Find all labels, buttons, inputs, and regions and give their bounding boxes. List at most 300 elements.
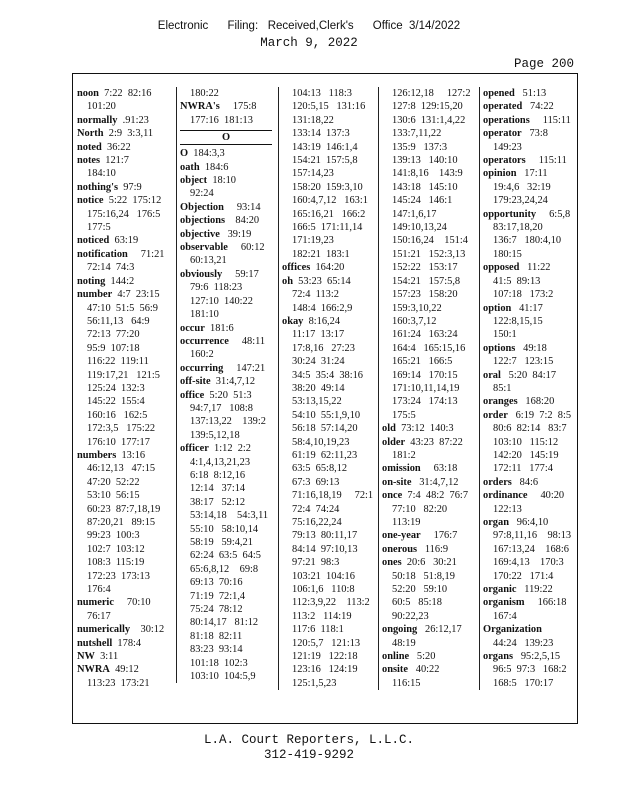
index-continuation: 38:17 52:12: [190, 496, 246, 508]
index-headword: nothing's: [77, 181, 119, 193]
index-entry: [180, 375, 272, 388]
index-entry: [483, 516, 578, 529]
index-continuation: 171:10,11,14,19: [392, 382, 460, 394]
index-entry: [483, 409, 578, 422]
index-continuation: 92:24: [190, 188, 214, 200]
index-continuation: 180:22: [190, 88, 219, 99]
index-continuation: 71:19 72:1,4: [190, 590, 246, 602]
index-references: 11:22: [519, 262, 551, 274]
index-continuation: 106:1,6 110:8: [292, 584, 355, 596]
index-continuation: 62:24 63:5 64:5: [190, 550, 262, 562]
index-references: 147:21: [223, 362, 266, 374]
index-entry: [180, 214, 272, 227]
index-continuation: 135:9 137:3: [392, 141, 448, 153]
index-continuation: 133:14 137:3: [292, 128, 350, 140]
index-headword: on-site: [382, 476, 412, 488]
index-headword: number: [77, 289, 113, 301]
index-continuation: 177:16 181:13: [190, 114, 253, 126]
index-references: 59:17: [222, 268, 259, 280]
index-column-1: [77, 87, 169, 690]
index-references: 31:4,7,12: [411, 476, 459, 488]
index-headword: numeric: [77, 597, 114, 609]
index-continuation: 154:21 157:5,8: [392, 275, 461, 287]
index-references: 39:19: [219, 228, 252, 240]
index-headword: operated: [483, 101, 523, 113]
index-continuation: 150:16,24 151:4: [392, 235, 468, 247]
index-continuation: 165:21 166:5: [392, 356, 453, 368]
index-continuation: 148:4 166:2,9: [292, 302, 353, 314]
index-continuation: 44:24 139:23: [493, 637, 554, 649]
index-continuation: 121:19 122:18: [292, 651, 358, 663]
index-headword: notification: [77, 248, 128, 260]
index-references: 1:12 2:2: [208, 443, 251, 455]
index-references: 41:17: [511, 302, 543, 314]
index-references: 95:2,5,15: [513, 651, 561, 663]
index-continuation: 182:21 183:1: [292, 248, 350, 260]
index-references: 184:3,3: [188, 148, 225, 160]
index-headword: older: [382, 436, 406, 448]
index-entry: [382, 650, 477, 663]
index-continuation: 173:24 174:13: [392, 396, 458, 408]
index-headword: ordinance: [483, 490, 528, 502]
index-continuation: 69:13 70:16: [190, 577, 243, 589]
index-continuation: 160:4,7,12 163:1: [292, 195, 368, 207]
index-headword: nutshell: [77, 637, 113, 649]
index-continuation: 71:16,18,19 72:1: [292, 490, 374, 502]
index-references: 168:20: [517, 396, 555, 408]
index-continuation: 116:15: [392, 677, 421, 689]
index-continuation: 177:5: [87, 222, 111, 234]
header-date: March 9, 2022: [260, 36, 358, 50]
index-entry: [180, 174, 272, 187]
index-references: .91:23: [117, 114, 149, 126]
index-continuation: 80:14,17 81:12: [190, 617, 259, 629]
index-continuation: 160:2: [190, 349, 214, 361]
index-references: 17:11: [516, 168, 548, 180]
index-entry: [382, 623, 477, 636]
index-headword: orders: [483, 476, 512, 488]
index-continuation: 83:17,18,20: [493, 222, 543, 234]
index-continuation: 58:4,10,19,23: [292, 436, 350, 448]
index-continuation: 157:23 158:20: [392, 289, 458, 301]
index-continuation: 56:11,13 64:9: [87, 315, 150, 327]
index-references: 73:12 140:3: [395, 423, 454, 435]
index-column-3: [278, 87, 376, 690]
index-continuation: 119:17,21 121:5: [87, 369, 160, 381]
index-references: 184:6: [199, 161, 229, 173]
index-entry: [483, 261, 578, 274]
index-continuation: 127:8 129:15,20: [392, 101, 463, 113]
index-continuation: 77:10 82:20: [392, 503, 448, 515]
index-continuation: 75:16,22,24: [292, 517, 342, 528]
index-references: 97:9: [118, 181, 142, 193]
index-frame: [72, 73, 578, 724]
index-continuation: 168:5 170:17: [493, 677, 554, 689]
index-continuation: 145:24 146:1: [392, 195, 453, 207]
index-headword: ongoing: [382, 624, 418, 636]
index-continuation: 94:7,17 108:8: [190, 402, 253, 414]
index-continuation: 47:10 51:5 56:9: [87, 302, 159, 314]
index-entry: [282, 275, 376, 288]
index-references: 84:6: [511, 476, 539, 488]
index-entry: [180, 335, 272, 348]
index-continuation: 154:21 157:5,8: [292, 155, 358, 167]
index-continuation: 96:5 97:3 168:2: [493, 664, 567, 676]
index-references: 6:5,8: [536, 208, 571, 220]
index-continuation: 4:1,4,13,21,23: [190, 456, 251, 468]
index-references: 49:12: [109, 664, 139, 676]
index-references: 7:4 48:2 76:7: [402, 490, 469, 502]
index-references: 84:20: [225, 215, 260, 227]
index-continuation: 108:3 115:19: [87, 557, 145, 569]
index-continuation: 52:20 59:10: [392, 584, 448, 596]
index-entry: [483, 583, 578, 596]
index-entry: [180, 201, 272, 214]
index-headword: objections: [180, 215, 226, 227]
index-continuation: 103:10 104:5,9: [190, 671, 256, 683]
index-continuation: 149:10,13,24: [392, 222, 447, 234]
index-continuation: 184:10: [87, 168, 116, 180]
index-headword: operators: [483, 155, 526, 167]
index-continuation: 113:19: [392, 517, 421, 528]
index-headword: oranges: [483, 396, 518, 408]
index-headword: Objection: [180, 201, 224, 213]
index-references: 6:19 7:2 8:5: [507, 409, 572, 421]
index-continuation: 139:13 140:10: [392, 155, 458, 167]
index-continuation: 139:5,12,18: [190, 429, 240, 441]
index-continuation: 112:3,9,22 113:2: [292, 597, 370, 609]
index-continuation: 19:4,6 32:19: [493, 181, 551, 193]
index-continuation: 58:19 59:4,21: [190, 537, 253, 548]
index-continuation: 85:1: [493, 382, 512, 394]
index-references: 2:9 3:3,11: [103, 128, 154, 140]
index-entry: [483, 650, 578, 663]
index-headword: ones: [382, 557, 402, 569]
index-continuation: 151:21 152:3,13: [392, 248, 466, 260]
index-continuation: 122:7 123:15: [493, 356, 554, 368]
index-continuation: 167:13,24 168:6: [493, 543, 569, 555]
index-entry: [282, 261, 376, 274]
index-headword: old: [382, 423, 396, 435]
index-entry: [483, 623, 578, 636]
index-entry: [483, 302, 578, 315]
index-headword: opened: [483, 88, 515, 99]
index-continuation: 123:16 124:19: [292, 664, 358, 676]
index-headword: operations: [483, 114, 530, 126]
index-references: 26:12,17: [417, 624, 462, 636]
index-continuation: 97:8,11,16 98:13: [493, 530, 572, 542]
index-references: 20:6 30:21: [401, 557, 457, 569]
index-continuation: 104:13 118:3: [292, 88, 352, 99]
index-entry: [77, 637, 169, 650]
index-entry: [483, 127, 578, 140]
index-references: 176:7: [420, 530, 458, 542]
index-headword: opportunity: [483, 208, 537, 220]
index-continuation: 47:20 52:22: [87, 476, 140, 488]
index-headword: one-year: [382, 530, 421, 542]
index-continuation: 80:6 82:14 83:7: [493, 423, 567, 435]
index-references: 8:16,24: [303, 315, 341, 327]
index-entry: [483, 342, 578, 355]
index-references: 63:18: [420, 463, 458, 475]
index-entry: [77, 623, 169, 636]
index-references: 40:22: [407, 664, 440, 676]
index-references: 5:20: [409, 651, 436, 663]
index-headword: organs: [483, 651, 514, 663]
index-headword: noticed: [77, 235, 110, 247]
index-continuation: 164:4 165:15,16: [392, 342, 466, 354]
index-references: 116:9: [417, 543, 449, 555]
index-references: 115:11: [529, 114, 571, 126]
index-continuation: 160:3,7,12: [392, 315, 437, 327]
index-headword: object: [180, 175, 208, 187]
index-entry: [180, 322, 272, 335]
index-column-5: [479, 87, 578, 690]
index-entry: [77, 288, 169, 301]
index-continuation: 176:4: [87, 584, 111, 596]
index-continuation: 87:20,21 89:15: [87, 517, 156, 528]
index-entry: [77, 87, 169, 100]
index-continuation: 79:13 80:11,17: [292, 530, 358, 542]
index-headword: online: [382, 651, 410, 663]
index-continuation: 83:23 93:14: [190, 644, 243, 656]
index-entry: [77, 248, 169, 261]
index-entry: [77, 141, 169, 154]
index-continuation: 172:23 173:13: [87, 570, 150, 582]
index-continuation: 180:15: [493, 248, 522, 260]
index-continuation: 60:23 87:7,18,19: [87, 503, 161, 515]
footer-company: L.A. Court Reporters, L.L.C.: [203, 733, 415, 747]
index-entry: [483, 87, 578, 100]
index-entry: [483, 100, 578, 113]
index-entry: [483, 154, 578, 167]
index-continuation: 116:22 119:11: [87, 356, 149, 368]
index-entry: [282, 315, 376, 328]
index-references: 43:23 87:22: [405, 436, 463, 448]
index-references: 115:11: [525, 155, 567, 167]
index-continuation: 167:4: [493, 610, 517, 622]
index-headword: occur: [180, 322, 205, 334]
index-headword: noting: [77, 275, 106, 287]
page-number: Page 200: [513, 57, 574, 71]
index-references: 13:16: [116, 449, 146, 461]
index-headword: office: [180, 389, 205, 401]
index-headword: onerous: [382, 543, 418, 555]
index-continuation: 136:7 180:4,10: [493, 235, 562, 247]
index-continuation: 75:24 78:12: [190, 604, 243, 616]
index-entry: [382, 663, 477, 676]
index-entry: [483, 167, 578, 180]
index-references: 5:20 84:17: [500, 369, 557, 381]
index-continuation: 30:24 31:24: [292, 356, 345, 368]
index-entry: [77, 449, 169, 462]
index-continuation: 11:17 13:17: [292, 329, 345, 341]
index-continuation: 72:4 113:2: [292, 289, 339, 301]
index-continuation: 165:16,21 166:2: [292, 208, 366, 220]
index-continuation: 169:14 170:15: [392, 369, 458, 381]
index-headword: option: [483, 302, 512, 314]
index-continuation: 79:6 118:23: [190, 282, 243, 294]
index-entry: [180, 100, 272, 113]
index-continuation: 172:3,5 175:22: [87, 423, 156, 435]
index-references: 60:12: [227, 242, 265, 254]
index-entry: [483, 489, 578, 502]
index-headword: North: [77, 128, 104, 140]
index-continuation: 150:1: [493, 329, 517, 341]
index-continuation: 152:22 153:17: [392, 262, 458, 274]
index-headword: operator: [483, 128, 522, 140]
index-headword: organic: [483, 584, 517, 596]
index-entry: [180, 161, 272, 174]
index-continuation: 122:13: [493, 503, 522, 515]
index-continuation: 126:12,18 127:2: [392, 88, 471, 99]
index-continuation: 53:10 56:15: [87, 490, 140, 502]
index-continuation: 130:6 131:1,4,22: [392, 114, 466, 126]
index-headword: NWRA's: [180, 101, 220, 113]
index-references: 31:4,7,12: [210, 376, 256, 388]
index-entry: [483, 395, 578, 408]
index-continuation: 60:5 85:18: [392, 597, 442, 609]
index-entry: [180, 147, 272, 160]
index-continuation: 122:8,15,15: [493, 315, 543, 327]
index-continuation: 169:4,13 170:3: [493, 557, 564, 569]
index-continuation: 175:16,24 176:5: [87, 208, 161, 220]
index-references: 164:20: [310, 262, 345, 274]
index-continuation: 133:7,11,22: [392, 128, 442, 140]
index-continuation: 161:24 163:24: [392, 329, 458, 341]
index-continuation: 53:14,18 54:3,11: [190, 510, 269, 522]
index-continuation: 157:14,23: [292, 168, 334, 180]
index-continuation: 120:5,15 131:16: [292, 101, 366, 113]
index-references: 181:6: [204, 322, 234, 334]
index-entry: [77, 596, 169, 609]
index-continuation: 171:19,23: [292, 235, 334, 247]
index-references: 70:10: [113, 597, 151, 609]
index-headword: opinion: [483, 168, 517, 180]
index-entry: [483, 114, 578, 127]
index-continuation: 142:20 145:19: [493, 449, 559, 461]
index-continuation: 117:6 118:1: [292, 624, 344, 636]
index-references: 71:21: [127, 248, 165, 260]
index-continuation: 48:19: [392, 637, 416, 649]
index-continuation: 179:23,24,24: [493, 195, 548, 207]
index-headword: O: [180, 148, 189, 160]
index-continuation: 65:6,8,12 69:8: [190, 563, 259, 575]
index-continuation: 175:5: [392, 409, 416, 421]
index-continuation: 125:24 132:3: [87, 382, 145, 394]
index-entry: [77, 127, 169, 140]
index-continuation: 12:14 37:14: [190, 483, 246, 495]
index-continuation: 149:23: [493, 141, 522, 153]
index-headword: NW: [77, 651, 95, 663]
index-continuation: 38:20 49:14: [292, 382, 345, 394]
index-entry: [483, 476, 578, 489]
index-references: 178:4: [112, 637, 142, 649]
index-continuation: 166:5 171:11,14: [292, 222, 363, 234]
index-headword: organism: [483, 597, 525, 609]
index-references: 63:19: [109, 235, 139, 247]
index-continuation: 84:14 97:10,13: [292, 543, 358, 555]
index-headword: omission: [382, 463, 421, 475]
index-continuation: 181:10: [190, 309, 219, 321]
index-continuation: 101:18 102:3: [190, 657, 248, 669]
index-continuation: 143:19 146:1,4: [292, 141, 358, 153]
index-column-2: [176, 87, 272, 683]
index-continuation: 143:18 145:10: [392, 181, 458, 193]
index-continuation: 72:4 74:24: [292, 503, 340, 515]
index-headword: organ: [483, 517, 509, 528]
index-entry: [180, 228, 272, 241]
index-references: 7:22 82:16: [98, 88, 152, 99]
index-references: 18:10: [207, 175, 236, 187]
index-references: 5:22 175:12: [103, 195, 162, 207]
index-headword: Organization: [483, 624, 542, 636]
index-continuation: 54:10 55:1,9,10: [292, 409, 361, 421]
index-continuation: 141:8,16 143:9: [392, 168, 463, 180]
index-headword: off-site: [180, 376, 211, 388]
index-headword: oh: [282, 275, 293, 287]
index-references: 36:22: [101, 141, 131, 153]
index-references: 73:8: [521, 128, 548, 140]
index-references: 5:20 51:3: [204, 389, 252, 401]
index-headword: opposed: [483, 262, 520, 274]
index-continuation: 160:16 162:5: [87, 409, 148, 421]
index-entry: [77, 114, 169, 127]
index-continuation: 53:13,15,22: [292, 396, 342, 408]
index-entry: [77, 234, 169, 247]
index-headword: occurring: [180, 362, 224, 374]
index-references: 93:14: [223, 201, 261, 213]
index-continuation: 90:22,23: [392, 610, 429, 622]
index-headword: options: [483, 342, 516, 354]
index-entry: [382, 476, 477, 489]
index-continuation: 170:22 171:4: [493, 570, 554, 582]
index-references: 49:18: [515, 342, 547, 354]
index-continuation: 103:10 115:12: [493, 436, 559, 448]
index-continuation: 125:1,5,23: [292, 677, 337, 689]
section-letter: O: [180, 130, 272, 145]
index-continuation: 120:5,7 121:13: [292, 637, 361, 649]
index-continuation: 113:2 114:19: [292, 610, 352, 622]
index-continuation: 67:3 69:13: [292, 476, 340, 488]
index-references: 166:18: [524, 597, 567, 609]
index-continuation: 103:21 104:16: [292, 570, 355, 582]
index-continuation: 137:13,22 139:2: [190, 416, 266, 428]
index-continuation: 6:18 8:12,16: [190, 469, 246, 481]
index-references: 53:23 65:14: [292, 275, 351, 287]
index-continuation: 147:1,6,17: [392, 208, 437, 220]
index-continuation: 181:2: [392, 449, 416, 461]
index-continuation: 72:13 77:20: [87, 329, 140, 341]
index-headword: numbers: [77, 449, 117, 461]
index-continuation: 176:10 177:17: [87, 436, 150, 448]
index-headword: normally: [77, 114, 118, 126]
index-headword: officer: [180, 443, 209, 455]
index-entry: [77, 275, 169, 288]
index-continuation: 101:20: [87, 101, 116, 113]
index-headword: noon: [77, 88, 99, 99]
index-headword: noted: [77, 141, 102, 153]
index-continuation: 131:18,22: [292, 114, 334, 126]
filing-stamp: Electronic Filing: Received,Clerk's Office 3/14/2022: [157, 20, 461, 32]
index-headword: NWRA: [77, 664, 110, 676]
index-headword: order: [483, 409, 508, 421]
index-column-4: [378, 87, 477, 690]
index-continuation: 81:18 82:11: [190, 630, 243, 642]
index-continuation: 50:18 51:8,19: [392, 570, 455, 582]
index-headword: obviously: [180, 268, 223, 280]
index-references: 144:2: [105, 275, 135, 287]
